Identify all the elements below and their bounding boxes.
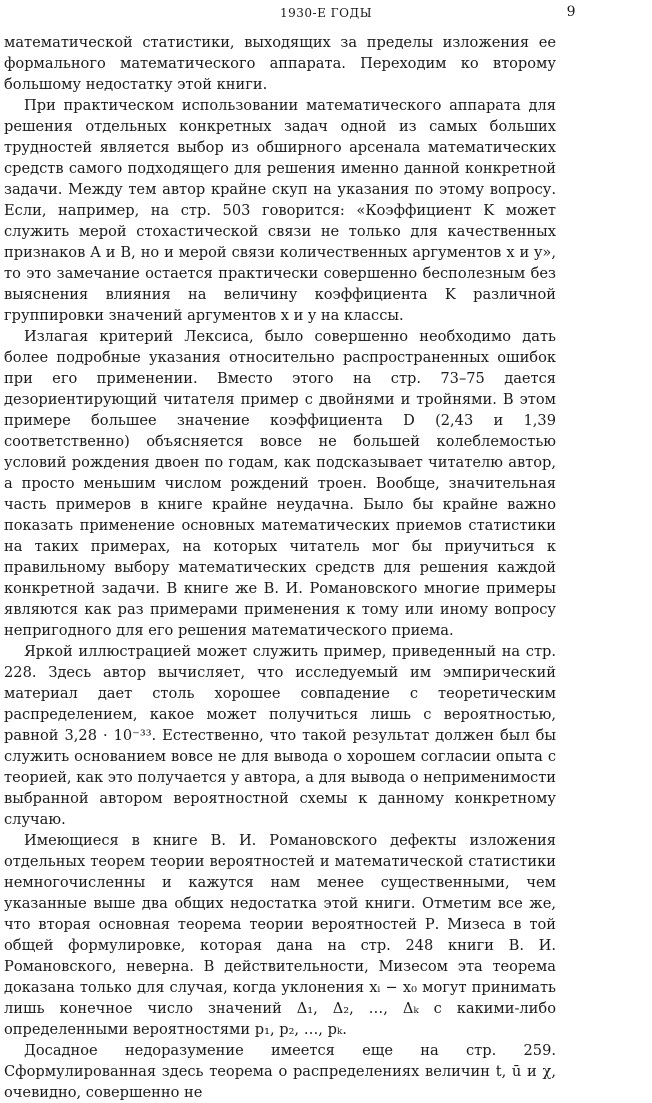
paragraph-5: Имеющиеся в книге В. И. Романовского дефекты изложения отдельных теорем теории вероятностей и математической статистики немногочисленны и кажутся нам менее существенными, чем указанные выше два общих недостатка этой книги. Отметим все же, что вторая основная теорема теории вероятностей Р. Мизеса в той общей формулировке, которая дана на стр. 248 книги В. И. Романовского, неверна. В действительности, Мизесом эта теорема доказана только для случая, когда уклонения xᵢ − x₀ могут принимать лишь конечное число значений Δ₁, Δ₂, …, Δₖ с какими-либо определенными вероятностями p₁, p₂, …, pₖ. — [4, 832, 556, 1038]
paragraph-2: При практическом использовании математического аппарата для решения отдельных конкретных задач одной из самых больших трудностей является выбор из обширного арсенала математических средств самого подходящего для решения именно данной конкретной задачи. Между тем автор крайне скуп на указания по этому вопросу. Если, например, на стр. 503 говорится: «Коэффициент K может служить мерой стохастической связи не только для качественных признаков A и B, но и мерой связи количественных аргументов x и y», то это замечание остается практически совершенно бесполезным без выяснения влияния на величину коэффициента K различной группировки значений аргументов x и y на классы. — [4, 97, 556, 324]
paragraph-1: математической статистики, выходящих за пределы изложения ее формального математического аппарата. Переходим ко второму большому недостатку этой книги. — [4, 34, 556, 93]
paragraph-3: Излагая критерий Лексиса, было совершенно необходимо дать более подробные указания относительно распространенных ошибок при его применении. Вместо этого на стр. 73–75 дается дезориентирующий читателя пример с двойнями и тройнями. В этом примере большее значение коэффициента D (2,43 и 1,39 соответственно) объясняется вовсе не большей колеблемостью условий рождения двоен по годам, как подсказывает читателю автор, а просто меньшим числом рождений троен. Вообще, значительная часть примеров в книге крайне неудачна. Было бы крайне важно показать применение основных математических приемов статистики на таких примерах, на которых читатель мог бы приучиться к правильному выбору математических средств для решения каждой конкретной задачи. В книге же В. И. Романовского многие примеры являются как раз примерами применения к тому или иному вопросу непригодного для его решения математического приема. — [4, 328, 556, 639]
page-header — [0, 4, 652, 26]
paragraph-6: Досадное недоразумение имеется еще на стр. 259. Сформулированная здесь теорема о распределениях величин t, ū и χ, очевидно, совершенно не — [4, 1042, 556, 1101]
page-number: 9 — [566, 4, 576, 20]
running-title: 1930-Е ГОДЫ — [279, 6, 372, 20]
paragraph-4: Яркой иллюстрацией может служить пример, приведенный на стр. 228. Здесь автор вычисляет, что исследуемый им эмпирический материал дает столь хорошее совпадение с теоретическим распределением, какое может получиться лишь с вероятностью, равной 3,28 · 10⁻³³. Естественно, что такой результат должен был бы служить основанием вовсе не для вывода о хорошем согласии опыта с теорией, как это получается у автора, а для вывода о неприменимости выбранной автором вероятностной схемы к данному конкретному случаю. — [4, 643, 556, 828]
body-text — [4, 32, 556, 1103]
